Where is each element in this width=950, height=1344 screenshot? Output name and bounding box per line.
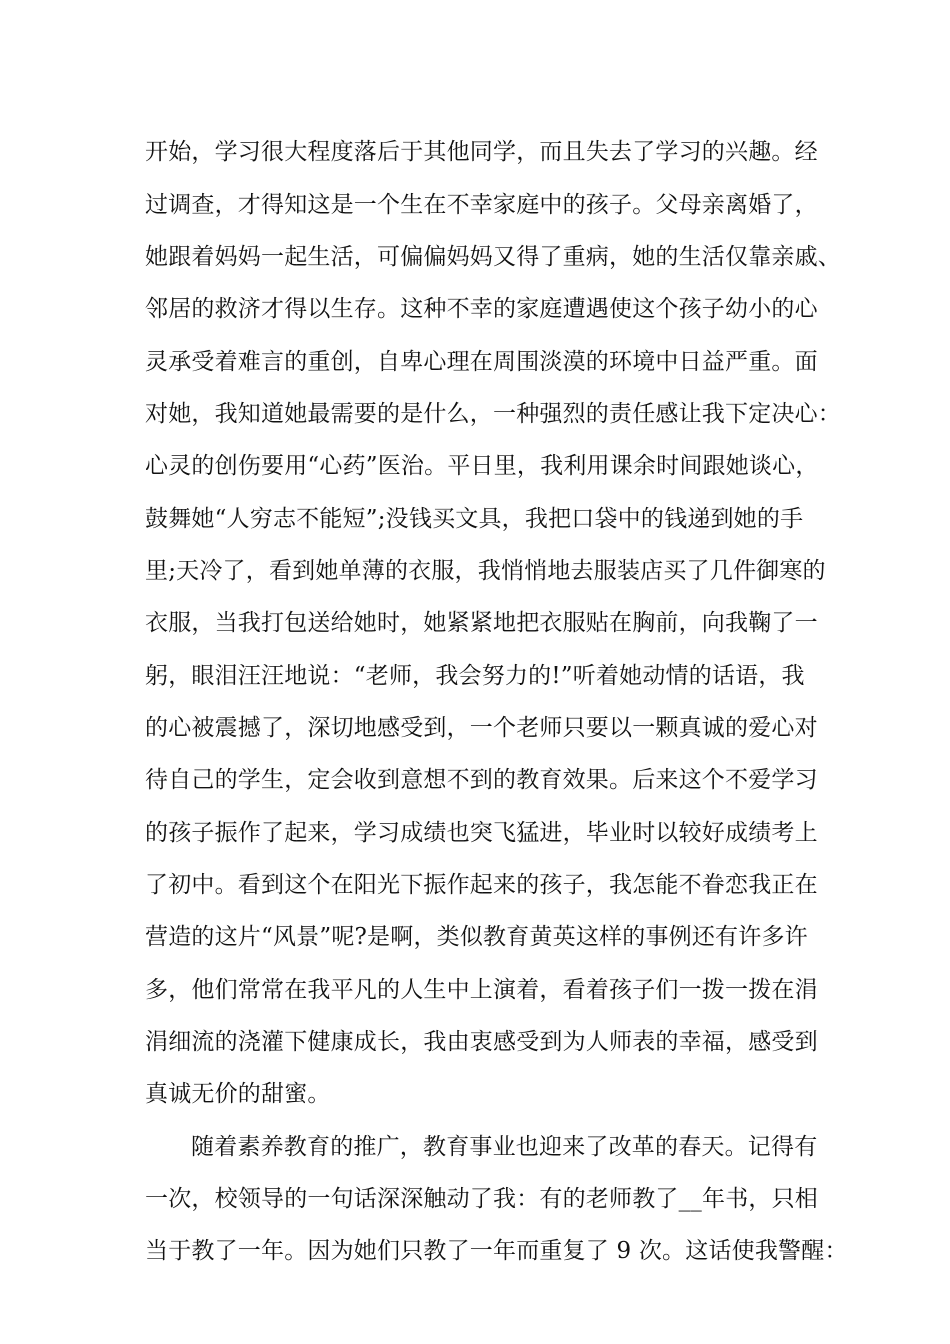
text-line: 了初中。看到这个在阳光下振作起来的孩子，我怎能不眷恋我正在 bbox=[145, 872, 818, 898]
text-line: 真诚无价的甜蜜。 bbox=[145, 1081, 331, 1107]
text-line: 开始，学习很大程度落后于其他同学，而且失去了学习的兴趣。经 bbox=[145, 139, 818, 165]
text-line: 衣服，当我打包送给她时，她紧紧地把衣服贴在胸前，向我鞠了一 bbox=[145, 610, 818, 636]
text-line: 鼓舞她“人穷志不能短”;没钱买文具，我把口袋中的钱递到她的手 bbox=[145, 506, 804, 532]
text-line: 的孩子振作了起来，学习成绩也突飞猛进，毕业时以较好成绩考上 bbox=[145, 820, 818, 846]
text-line: 里;天冷了，看到她单薄的衣服，我悄悄地去服装店买了几件御寒的 bbox=[145, 558, 826, 584]
paragraph-start-line: 随着素养教育的推广，教育事业也迎来了改革的春天。记得有 bbox=[191, 1134, 818, 1160]
text-line: 营造的这片“风景”呢?是啊，类似教育黄英这样的事例还有许多许 bbox=[145, 924, 808, 950]
text-line: 心灵的创伤要用“心药”医治。平日里，我利用课余时间跟她谈心， bbox=[145, 453, 819, 479]
text-line: 的心被震撼了，深切地感受到，一个老师只要以一颗真诚的爱心对 bbox=[145, 715, 818, 741]
text-line: 当于教了一年。因为她们只教了一年而重复了 9 次。这话使我警醒： bbox=[145, 1238, 848, 1264]
text-line: 邻居的救济才得以生存。这种不幸的家庭遭遇使这个孩子幼小的心 bbox=[145, 296, 818, 322]
text-line: 灵承受着难言的重创，自卑心理在周围淡漠的环境中日益严重。面 bbox=[145, 349, 818, 375]
text-line: 一次，校领导的一句话深深触动了我：有的老师教了__年书，只相 bbox=[145, 1186, 818, 1212]
text-line: 对她，我知道她最需要的是什么，一种强烈的责任感让我下定决心： bbox=[145, 401, 841, 427]
text-line: 涓细流的浇灌下健康成长，我由衷感受到为人师表的幸福，感受到 bbox=[145, 1029, 818, 1055]
text-line: 多，他们常常在我平凡的人生中上演着，看着孩子们一拨一拨在涓 bbox=[145, 977, 818, 1003]
text-line: 待自己的学生，定会收到意想不到的教育效果。后来这个不爱学习 bbox=[145, 767, 818, 793]
text-line: 躬，眼泪汪汪地说：“老师，我会努力的!”听着她动情的话语，我 bbox=[145, 663, 805, 689]
text-line: 过调查，才得知这是一个生在不幸家庭中的孩子。父母亲离婚了， bbox=[145, 192, 818, 218]
text-line: 她跟着妈妈一起生活，可偏偏妈妈又得了重病，她的生活仅靠亲戚、 bbox=[145, 244, 841, 270]
